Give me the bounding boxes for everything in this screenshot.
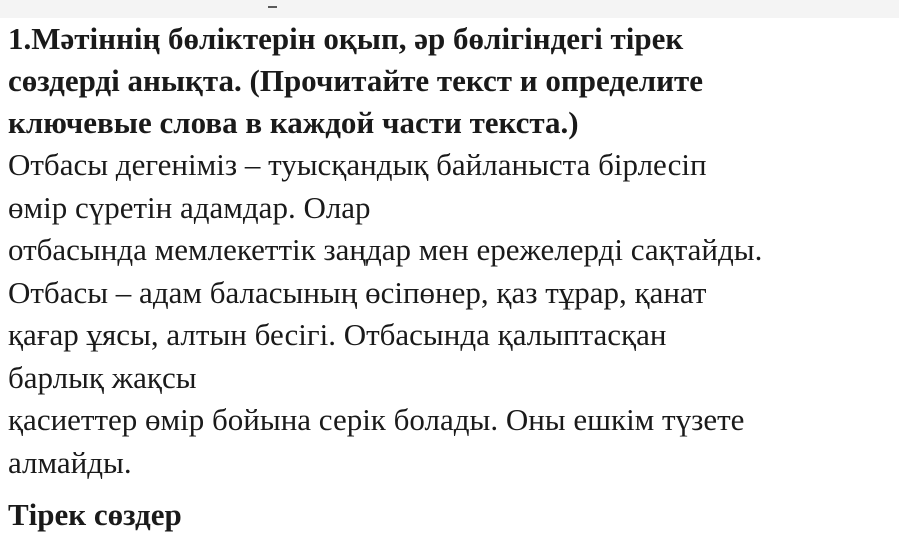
text-line: Отбасы дегеніміз – туысқандық байланыста бірлесіп (8, 147, 707, 182)
task-heading (8, 18, 893, 144)
task-line: 1.Мәтіннің бөліктерін оқып, әр бөлігіндегі тірек (8, 21, 684, 56)
top-strip (0, 0, 899, 18)
text-line: қағар ұясы, алтын бесігі. Отбасында қалыптасқан (8, 317, 667, 352)
text-line: барлық жақсы (8, 359, 197, 395)
document (8, 18, 893, 532)
text-line: алмайды. (8, 444, 132, 480)
task-line: ключевые слова в каждой части текста.) (8, 105, 579, 140)
text-line: қасиеттер өмір бойына серік болады. Оны ешкім түзете (8, 402, 745, 437)
text-line: өмір сүретін адамдар. Олар (8, 189, 371, 225)
partial-heading: Тірек сөздер (8, 497, 182, 532)
body-text (8, 144, 893, 484)
top-mark (268, 6, 277, 8)
text-line: отбасында мемлекеттік заңдар мен ережелерді сақтайды. (8, 232, 763, 267)
text-line: Отбасы – адам баласының өсіпөнер, қаз тұрар, қанат (8, 274, 707, 310)
task-line: сөздерді анықта. (Прочитайте текст и определите (8, 63, 703, 98)
